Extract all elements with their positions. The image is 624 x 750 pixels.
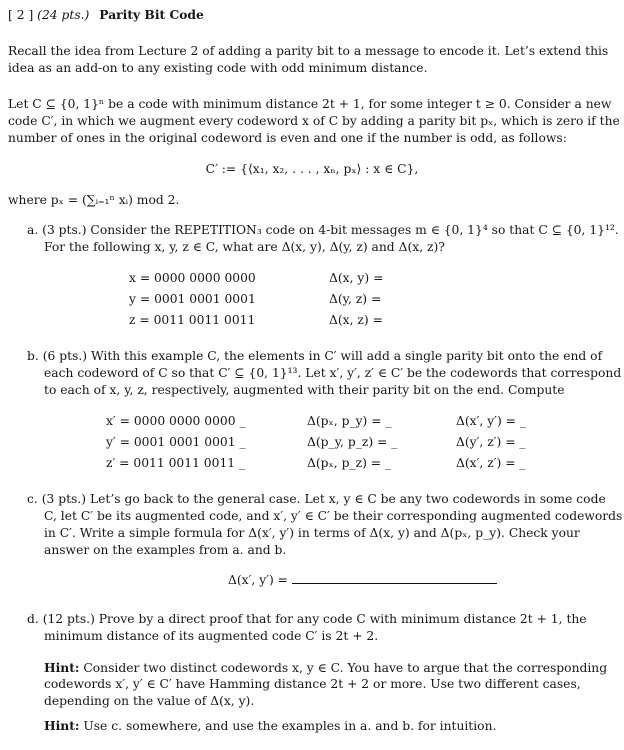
hint-1-label: Hint: (44, 660, 80, 675)
part-d-line-2: minimum distance of its augmented code C′ is 2t + 2. (44, 629, 379, 643)
parity-definition: where pₓ = (∑ᵢ₌₁ⁿ xᵢ) mod 2. (8, 193, 180, 207)
part-a-line-2: For the following x, y, z ∈ C, what are Δ(x, y), Δ(y, z) and Δ(x, z)? (44, 240, 445, 254)
part-c-line-4: answer on the examples from a. and b. (44, 543, 287, 557)
part-c-line-1: c. (3 pts.) Let’s go back to the general case. Let x, y ∈ C be any two codewords in some code (27, 492, 606, 506)
intro-line-1: Recall the idea from Lecture 2 of adding a parity bit to a message to encode it. Let’s extend this (8, 44, 609, 58)
distance-xy: Δ(x, y) = (329, 271, 384, 285)
part-c-answer (228, 572, 497, 589)
hint-1-line-3: depending on the value of Δ(x, y). (44, 694, 255, 708)
aug-distance-yz: Δ(y′, z′) = _ (456, 435, 526, 449)
part-c-line-3: in C′. Write a simple formula for Δ(x′, y′) in terms of Δ(x, y) and Δ(pₓ, p_y). Check your (44, 526, 580, 540)
problem-number: [ 2 ] (8, 8, 34, 22)
codeword-y: y = 0001 0001 0001 (129, 292, 256, 306)
part-d-line-1: d. (12 pts.) Prove by a direct proof that for any code C with minimum distance 2t + 1, the (27, 612, 587, 626)
intro-line-2: idea as an add-on to any existing code with odd minimum distance. (8, 61, 428, 75)
parity-distance-xy: Δ(pₓ, p_y) = _ (307, 414, 392, 428)
aug-codeword-x: x′ = 0000 0000 0000 _ (106, 414, 246, 428)
answer-blank-line (292, 582, 497, 584)
hint-2-line (44, 717, 612, 735)
aug-codeword-y: y′ = 0001 0001 0001 _ (106, 435, 246, 449)
hint-2-text: Use c. somewhere, and use the examples in a. and b. for intuition. (83, 719, 497, 733)
distance-yz: Δ(y, z) = (329, 292, 382, 306)
codeword-x: x = 0000 0000 0000 (129, 271, 256, 285)
part-c-line-2: C, let C′ be its augmented code, and x′, y′ ∈ C′ be their corresponding augmented codewords (44, 509, 623, 523)
code-definition-formula: C′ := {⟨x₁, x₂, . . . , xₙ, pₓ⟩ : x ∈ C}, (205, 162, 419, 176)
part-b-line-1: b. (6 pts.) With this example C, the elements in C′ will add a single parity bit onto the end of (27, 349, 603, 363)
part-a-line-1: a. (3 pts.) Consider the REPETITION₃ code on 4-bit messages m ∈ {0, 1}⁴ so that C ⊆ {0, 1}¹². (27, 223, 619, 237)
setup-line-3: number of ones in the original codeword is even and one if the number is odd, as follows: (8, 131, 567, 145)
codeword-z: z = 0011 0011 0011 (129, 313, 256, 327)
problem-points: (24 pts.) (37, 8, 90, 22)
parity-distance-yz: Δ(p_y, p_z) = _ (307, 435, 398, 449)
hint-2-label: Hint: (44, 718, 80, 733)
problem-title (8, 6, 204, 24)
aug-distance-xz: Δ(x′, z′) = _ (456, 456, 526, 470)
hint-1-line-2: codewords x′, y′ ∈ C′ have Hamming distance 2t + 2 or more. Use two different cases, (44, 677, 581, 691)
setup-line-1: Let C ⊆ {0, 1}ⁿ be a code with minimum distance 2t + 1, for some integer t ≥ 0. Consider a new (8, 97, 612, 111)
setup-line-2: code C′, in which we augment every codeword x of C by adding a parity bit pₓ, which is zero if the (8, 114, 620, 128)
problem-name: Parity Bit Code (99, 7, 204, 22)
aug-distance-xy: Δ(x′, y′) = _ (456, 414, 527, 428)
part-b-line-3: to each of x, y, z, respectively, augmented with their parity bit on the end. Compute (44, 383, 565, 397)
hint-1-line-1 (44, 659, 612, 677)
hint-1-text-1: Consider two distinct codewords x, y ∈ C. You have to argue that the corresponding (83, 661, 608, 675)
aug-codeword-z: z′ = 0011 0011 0011 _ (106, 456, 246, 470)
part-c-answer-label: Δ(x′, y′) = (228, 573, 288, 587)
parity-distance-xz: Δ(pₓ, p_z) = _ (307, 456, 392, 470)
part-b-line-2: each codeword of C so that C′ ⊆ {0, 1}¹³. Let x′, y′, z′ ∈ C′ be the codewords that correspond (44, 366, 622, 380)
distance-xz: Δ(x, z) = (329, 313, 383, 327)
